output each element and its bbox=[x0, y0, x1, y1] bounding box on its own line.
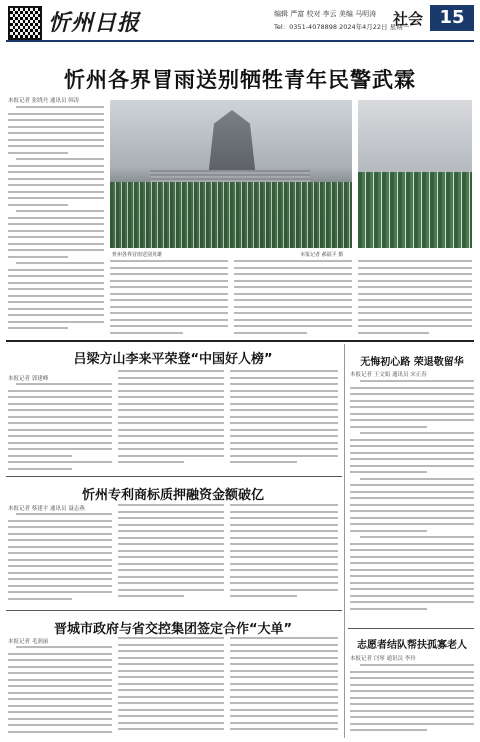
article-body bbox=[230, 370, 338, 470]
article-byline: 本报记者 毛润丽 bbox=[8, 639, 49, 645]
side-photo[interactable] bbox=[358, 100, 472, 248]
editor-credits: 编辑 严富 校对 李云 美编 马明涛 bbox=[274, 10, 377, 18]
photo-credit: 本报记者 郝福平 摄 bbox=[300, 252, 344, 258]
section-name: 社会 bbox=[393, 10, 424, 28]
article-body bbox=[8, 106, 104, 336]
article-headline[interactable]: 志愿者结队帮扶孤寡老人 bbox=[357, 640, 467, 651]
photo-caption: 忻州各界冒雨送别英雄 bbox=[112, 252, 163, 258]
article-body bbox=[350, 664, 474, 738]
article-headline[interactable]: 忻州专利商标质押融资金额破亿 bbox=[81, 488, 264, 503]
section-divider bbox=[6, 476, 342, 477]
crowd-shape bbox=[358, 172, 472, 248]
article-body bbox=[8, 646, 112, 738]
article-byline: 本报记者 王文娟 通讯员 宋正春 bbox=[350, 372, 427, 378]
masthead-divider bbox=[6, 40, 474, 42]
masthead bbox=[0, 0, 480, 50]
article-byline: 本报记者 蔡建平 通讯员 聂志燕 bbox=[8, 506, 85, 512]
issue-date: Tel：0351-4078898 2024年4月22日 星期一 bbox=[274, 23, 410, 31]
article-body bbox=[118, 370, 224, 470]
article-body bbox=[8, 383, 112, 471]
crowd-shape bbox=[110, 182, 352, 248]
article-body bbox=[350, 380, 474, 622]
qr-code-icon[interactable] bbox=[8, 6, 42, 40]
article-body bbox=[234, 260, 352, 338]
article-body bbox=[118, 637, 224, 738]
article-byline: 本报记者 闫琴 通讯员 李玲 bbox=[350, 656, 416, 662]
section-divider bbox=[348, 628, 474, 629]
column-divider bbox=[344, 344, 345, 738]
article-byline: 本报记者 张晓丹 通讯员 韩涛 bbox=[8, 98, 80, 104]
article-body bbox=[230, 504, 338, 605]
article-headline[interactable]: 忻州各界冒雨送别牺牲青年民警武霖 bbox=[64, 68, 416, 92]
section-divider bbox=[6, 610, 342, 611]
article-body bbox=[118, 504, 224, 605]
article-headline[interactable]: 吕梁方山李来平荣登“中国好人榜” bbox=[73, 352, 273, 367]
main-photo[interactable] bbox=[110, 100, 352, 248]
article-byline: 本报记者 郭建峰 bbox=[8, 376, 49, 382]
article-body bbox=[358, 260, 472, 338]
section-divider bbox=[6, 340, 474, 342]
page-number-badge: 15 bbox=[430, 5, 474, 31]
article-body bbox=[110, 260, 228, 338]
article-headline[interactable]: 无悔初心路 荣退敬留华 bbox=[360, 357, 464, 368]
article-body bbox=[8, 513, 112, 605]
monument-shape bbox=[202, 110, 262, 178]
newspaper-logo: 忻州日报 bbox=[48, 10, 141, 36]
article-headline[interactable]: 晋城市政府与省交控集团签定合作“大单” bbox=[53, 622, 293, 637]
article-body bbox=[230, 637, 338, 738]
